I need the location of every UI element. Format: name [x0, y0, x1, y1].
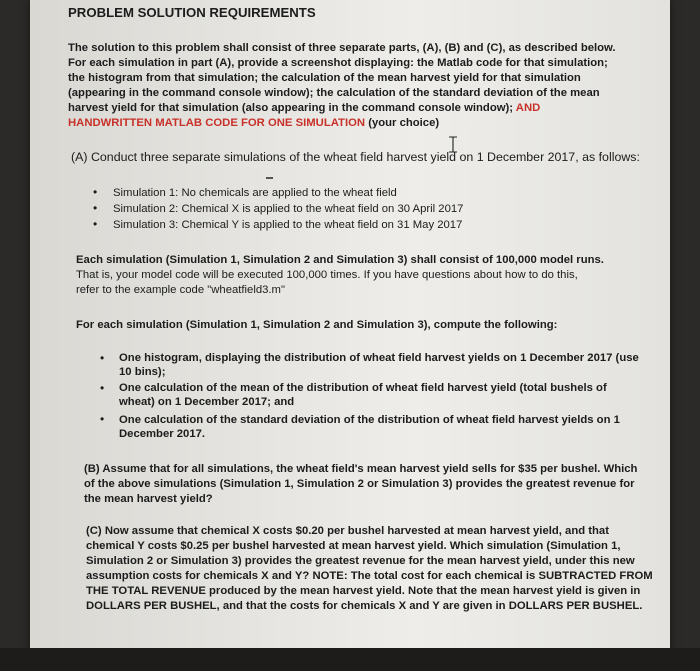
runs-line-2: That is, your model code will be executed 100,000 times. If you have questions about how to do this,	[76, 269, 578, 281]
part-b-line-1: (B) Assume that for all simulations, the wheat field's mean harvest yield sells for $35 per bushel. Which	[84, 463, 638, 475]
part-c-line-3: Simulation 2 or Simulation 3) provides the greatest revenue for the mean harvest yield, under this new	[86, 555, 635, 567]
intro-line-2: For each simulation in part (A), provide a screenshot displaying: the Matlab code for that simulation;	[68, 57, 608, 69]
background-edge	[0, 648, 700, 671]
bullet-icon: •	[93, 217, 98, 231]
part-b-line-2: of the above simulations (Simulation 1, Simulation 2 or Simulation 3) provides the greatest revenue for	[84, 478, 635, 490]
handwritten-requirement: HANDWRITTEN MATLAB CODE FOR ONE SIMULATION	[68, 117, 366, 129]
simulation-2-item: Simulation 2: Chemical X is applied to the wheat field on 30 April 2017	[113, 203, 464, 215]
compute-item-2-line-1: One calculation of the mean of the distribution of wheat field harvest yield (total bushels of	[119, 382, 607, 394]
simulation-3-item: Simulation 3: Chemical Y is applied to the wheat field on 31 May 2017	[113, 219, 463, 231]
simulation-1-item: Simulation 1: No chemicals are applied to the wheat field	[113, 187, 397, 199]
compute-item-3-line-2: December 2017.	[119, 428, 206, 440]
part-c-line-5: THE TOTAL REVENUE produced by the mean harvest yield. Note that the mean harvest yield is given in	[86, 585, 641, 597]
intro-line-1: The solution to this problem shall consist of three separate parts, (A), (B) and (C), as described below.	[68, 42, 616, 54]
compute-intro: For each simulation (Simulation 1, Simulation 2 and Simulation 3), compute the following:	[76, 319, 558, 331]
part-b-line-3: the mean harvest yield?	[84, 493, 213, 505]
bullet-icon: •	[100, 351, 105, 365]
stray-mark	[266, 177, 273, 179]
part-c-line-2: chemical Y costs $0.25 per bushel harvested at mean harvest yield. Which simulation (Simulation 1,	[86, 540, 621, 552]
bullet-icon: •	[93, 201, 98, 215]
bullet-icon: •	[100, 381, 105, 395]
part-c-line-1: (C) Now assume that chemical X costs $0.20 per bushel harvested at mean harvest yield, and that	[86, 525, 609, 537]
note-label: NOTE:	[312, 570, 348, 582]
page-heading: PROBLEM SOLUTION REQUIREMENTS	[68, 5, 316, 20]
compute-item-1-line-2: 10 bins);	[119, 366, 166, 378]
subtracted-from: SUBTRACTED FROM	[538, 570, 653, 582]
text-cursor-icon	[447, 136, 459, 162]
runs-line-1: Each simulation (Simulation 1, Simulation 2 and Simulation 3) shall consist of 100,000 model runs.	[76, 254, 604, 266]
compute-item-2-line-2: wheat) on 1 December 2017; and	[119, 396, 295, 408]
bullet-icon: •	[93, 185, 98, 199]
and-label: AND	[515, 102, 541, 114]
intro-line-4: (appearing in the command console window); the calculation of the standard deviation of the mean	[68, 87, 600, 99]
total-revenue: THE TOTAL REVENUE	[86, 585, 206, 597]
intro-line-5: harvest yield for that simulation (also appearing in the command console window); AND	[68, 102, 541, 114]
compute-item-1-line-1: One histogram, displaying the distribution of wheat field harvest yields on 1 December 2017 (use	[119, 352, 639, 364]
compute-item-3-line-1: One calculation of the standard deviation of the distribution of wheat field harvest yields on 1	[119, 414, 620, 426]
bullet-icon: •	[100, 412, 105, 426]
intro-line-3: the histogram from that simulation; the calculation of the mean harvest yield for that simulation	[68, 72, 581, 84]
part-c-line-4: assumption costs for chemicals X and Y? NOTE: The total cost for each chemical is SUBTRACTED FROM	[86, 570, 653, 582]
part-a-heading: (A) Conduct three separate simulations of the wheat field harvest yield on 1 December 2017, as follows:	[71, 150, 640, 164]
intro-line-6: HANDWRITTEN MATLAB CODE FOR ONE SIMULATION (your choice)	[68, 117, 440, 129]
part-c-line-6: DOLLARS PER BUSHEL, and that the costs for chemicals X and Y are given in DOLLARS PER BUSHEL.	[86, 600, 643, 612]
runs-line-3: refer to the example code "wheatfield3.m"	[76, 284, 285, 296]
